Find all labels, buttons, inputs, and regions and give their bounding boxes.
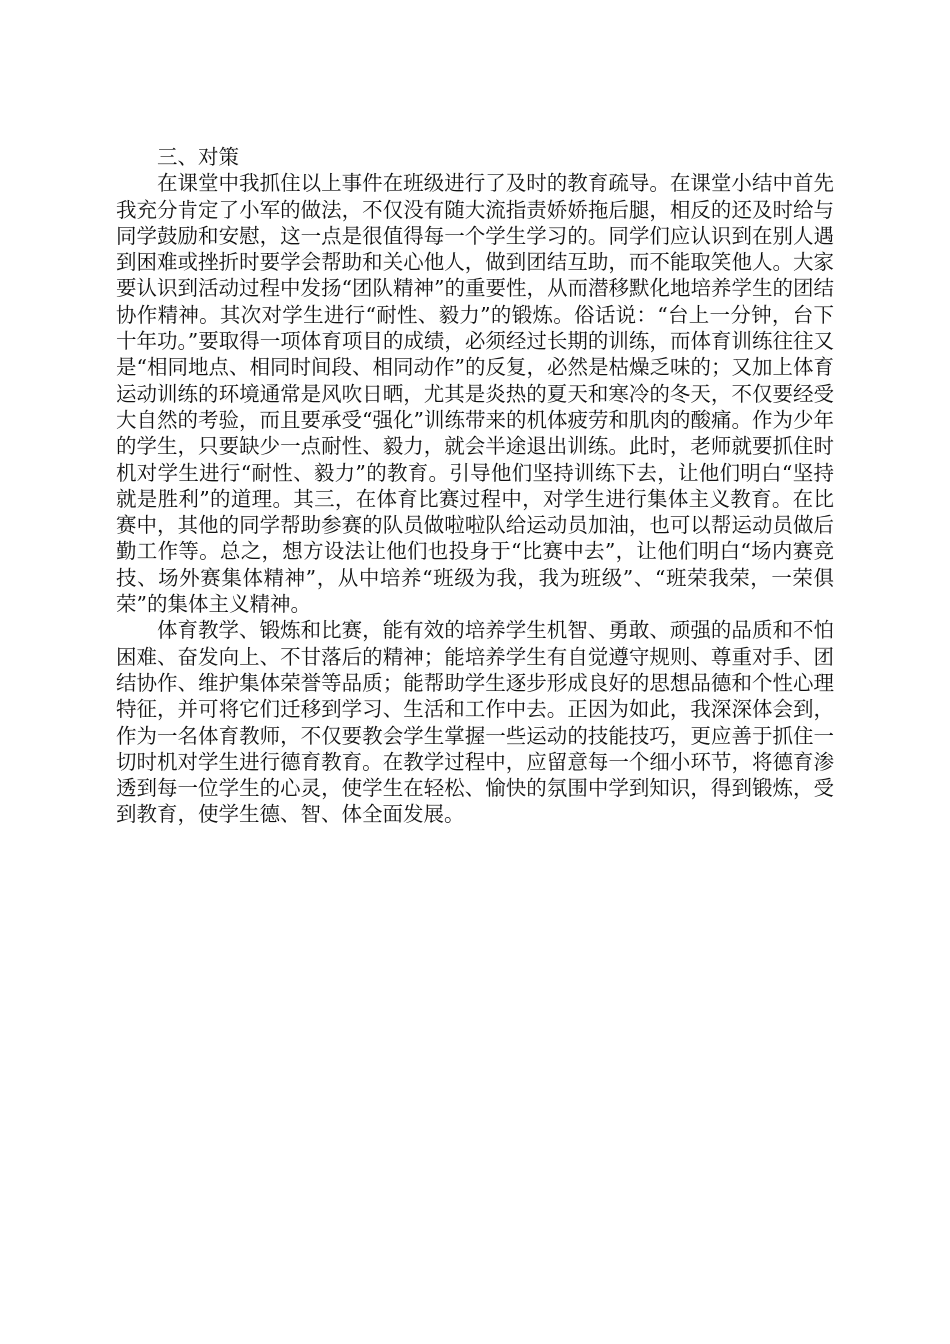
paragraph-strategies: 在课堂中我抓住以上事件在班级进行了及时的教育疏导。在课堂小结中首先我充分肯定了小军的做法，不仅没有随大流指责娇娇拖后腿，相反的还及时给与同学鼓励和安慰，这一点是很值得每一个学生学习的。同学们应认识到在别人遇到困难或挫折时要学会帮助和关心他人，做到团结互助，而不能取笑他人。大家要认识到活动过程中发扬“团队精神”的重要性，从而潜移默化地培养学生的团结协作精神。其次对学生进行“耐性、毅力”的锻炼。俗话说：“台上一分钟，台下十年功。”要取得一项体育项目的成绩，必须经过长期的训练，而体育训练往往又是“相同地点、相同时间段、相同动作”的反复，必然是枯燥乏味的；又加上体育运动训练的环境通常是风吹日晒，尤其是炎热的夏天和寒冷的冬天，不仅要经受大自然的考验，而且要承受“强化”训练带来的机体疲劳和肌肉的酸痛。作为少年的学生，只要缺少一点耐性、毅力，就会半途退出训练。此时，老师就要抓住时机对学生进行“耐性、毅力”的教育。引导他们坚持训练下去，让他们明白“坚持就是胜利”的道理。其三，在体育比赛过程中，对学生进行集体主义教育。在比赛中，其他的同学帮助参赛的队员做啦啦队给运动员加油，也可以帮运动员做后勤工作等。总之，想方设法让他们也投身于“比赛中去”，让他们明白“场内赛竞技、场外赛集体精神”，从中培养“班级为我，我为班级”、“班荣我荣，一荣俱荣”的集体主义精神。: [116, 171, 834, 617]
document-body: [116, 144, 834, 828]
paragraph-conclusion: 体育教学、锻炼和比赛，能有效的培养学生机智、勇敢、顽强的品质和不怕困难、奋发向上、不甘落后的精神；能培养学生有自觉遵守规则、尊重对手、团结协作、维护集体荣誉等品质；能帮助学生逐步形成良好的思想品德和个性心理特征，并可将它们迁移到学习、生活和工作中去。正因为如此，我深深体会到，作为一名体育教师，不仅要教会学生掌握一些运动的技能技巧，更应善于抓住一切时机对学生进行德育教育。在教学过程中，应留意每一个细小环节，将德育渗透到每一位学生的心灵，使学生在轻松、愉快的氛围中学到知识，得到锻炼，受到教育，使学生德、智、体全面发展。: [116, 618, 834, 827]
section-heading: 三、对策: [157, 145, 239, 169]
